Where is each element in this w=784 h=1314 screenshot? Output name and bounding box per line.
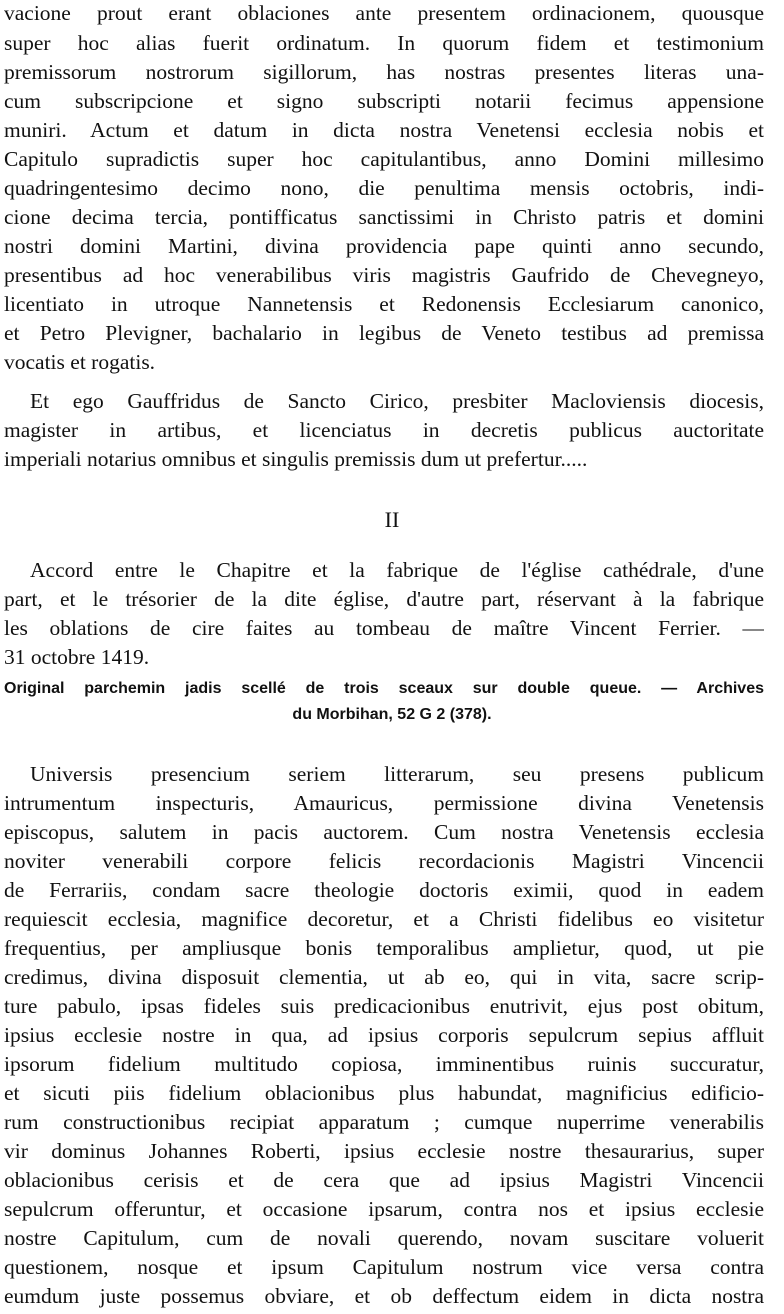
text-line: frequentius, per ampliusque bonis temporalibus amplietur, quod, ut pie [4,936,764,960]
text-line: ipsorum fidelium multitudo copiosa, imminentibus ruinis succuratur, [4,1052,764,1076]
text-line: sepulcrum offeruntur, et occasione ipsarum, contra nos et ipsius ecclesie [4,1197,764,1221]
text-line: de Ferrariis, condam sacre theologie doctoris eximii, quod in eadem [4,878,764,902]
text-line: et sicuti piis fidelium oblacionibus plus habundat, magnificius edificio- [4,1081,764,1105]
text-line: vacione prout erant oblaciones ante presentem ordinacionem, quousque [4,1,764,25]
summary-line: les oblations de cire faites au tombeau de maître Vincent Ferrier. — [4,616,764,640]
summary-line: 31 octobre 1419. [4,645,150,669]
text-line: nostre Capitulum, cum de novali querendo, novam suscitare voluerit [4,1226,764,1250]
text-line: ipsius ecclesie nostre in qua, ad ipsius corporis sepulcrum sepius affluit [4,1023,764,1047]
summary-line: Accord entre le Chapitre et la fabrique de l'église cathédrale, d'une [30,558,764,582]
text-line: ture pabulo, ipsas fideles suis predicacionibus enutrivit, ejus post obitum, [4,994,764,1018]
text-line: imperiali notarius omnibus et singulis premissis dum ut prefertur..... [4,447,588,471]
text-line: oblacionibus cerisis et de cera que ad ipsius Magistri Vincencii [4,1168,764,1192]
text-line: magister in artibus, et licenciatus in decretis publicus auctoritate [4,418,764,442]
text-line: Et ego Gauffridus de Sancto Cirico, presbiter Macloviensis diocesis, [30,389,764,413]
source-line: du Morbihan, 52 G 2 (378). [292,706,492,723]
text-line: rum constructionibus recipiat apparatum ; cumque nuperrime venerabilis [4,1110,764,1134]
text-line: licentiato in utroque Nannetensis et Redonensis Ecclesiarum canonico, [4,292,764,316]
text-line: cione decima tercia, pontifficatus sanctissimi in Christo patris et domini [4,205,764,229]
text-line: quadringentesimo decimo nono, die penultima mensis octobris, indi- [4,176,764,200]
text-line: Universis presencium seriem litterarum, seu presens publicum [30,762,764,786]
text-line: presentibus ad hoc venerabilibus viris magistris Gaufrido de Chevegneyo, [4,263,764,287]
text-line: requiescit ecclesia, magnifice decoretur, et a Christi fidelibus eo visitetur [4,907,764,931]
text-line: muniri. Actum et datum in dicta nostra Venetensi ecclesia nobis et [4,118,764,142]
text-line: intrumentum inspecturis, Amauricus, permissione divina Venetensis [4,791,764,815]
text-line: noviter venerabili corpore felicis recordacionis Magistri Vincencii [4,849,764,873]
text-line: credimus, divina disposuit clementia, ut ab eo, qui in vita, sacre scrip- [4,965,764,989]
text-line: et Petro Plevigner, bachalario in legibus de Veneto testibus ad premissa [4,321,764,345]
text-line: vocatis et rogatis. [4,350,156,374]
summary-line: part, et le trésorier de la dite église, d'autre part, réservant à la fabrique [4,587,764,611]
text-line: episcopus, salutem in pacis auctorem. Cum nostra Venetensis ecclesia [4,820,764,844]
text-line: cum subscripcione et signo subscripti notarii fecimus appensione [4,89,764,113]
text-line: vir dominus Johannes Roberti, ipsius ecclesie nostre thesaurarius, super [4,1139,764,1163]
text-line: super hoc alias fuerit ordinatum. In quorum fidem et testimonium [4,31,764,55]
text-line: premissorum nostrorum sigillorum, has nostras presentes literas una- [4,60,764,84]
text-line: nostri domini Martini, divina providencia pape quinti anno secundo, [4,234,764,258]
section-numeral: II [384,507,400,532]
text-line: Capitulo supradictis super hoc capitulantibus, anno Domini millesimo [4,147,764,171]
text-line: questionem, nosque et ipsum Capitulum nostrum vice versa contra [4,1255,764,1279]
text-line: eumdum juste possemus obviare, et ob deffectum eidem in dicta nostra [4,1284,764,1308]
source-line: Original parchemin jadis scellé de trois sceaux sur double queue. — Archives [4,680,764,697]
